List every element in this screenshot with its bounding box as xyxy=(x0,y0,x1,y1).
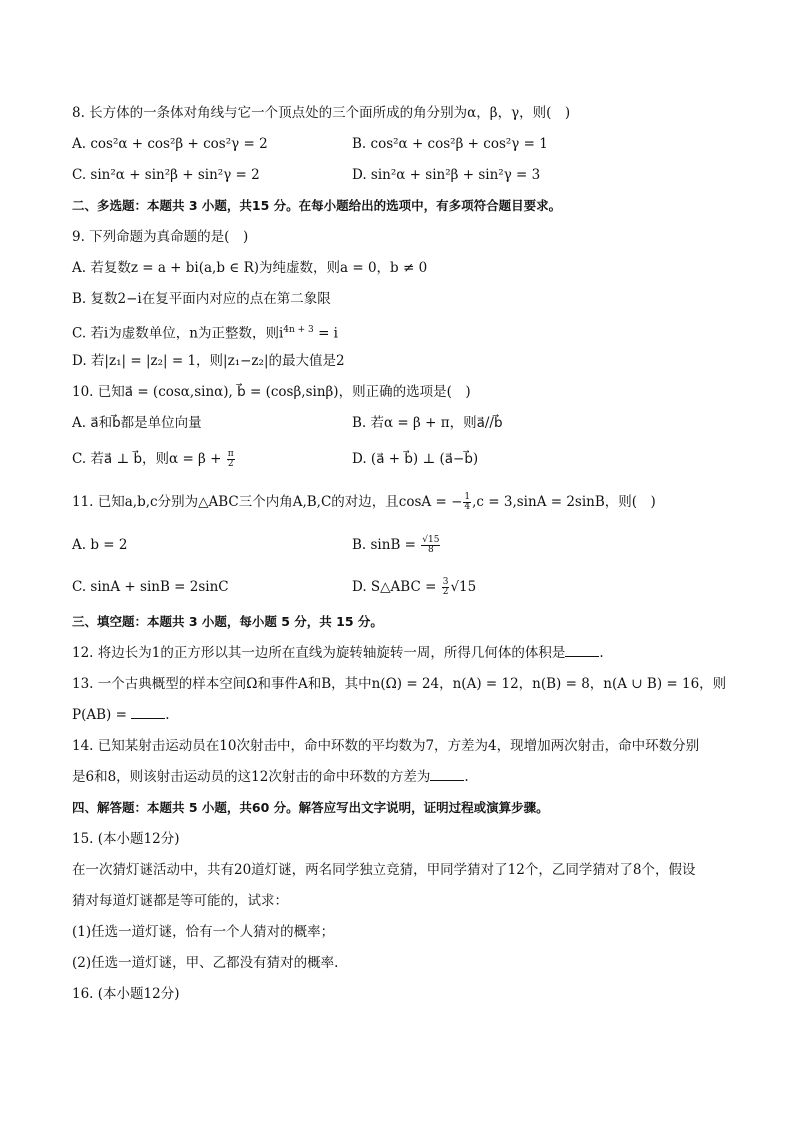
q8-stem: 8. 长方体的一条体对角线与它一个顶点处的三个面所成的角分别为α，β，γ，则( ) xyxy=(72,105,571,121)
q10-option-b: B. 若α = β + π，则a⃗//b⃗ xyxy=(352,415,503,431)
q14-line2 xyxy=(72,767,469,787)
fraction-denominator: 8 xyxy=(427,545,434,555)
q13-period: . xyxy=(165,707,170,723)
q12-text: 12. 将边长为1的正方形以其一边所在直线为旋转轴旋转一周，所得几何体的体积是 xyxy=(72,645,566,661)
q13-line2 xyxy=(72,705,169,725)
q11-option-b xyxy=(352,535,441,555)
q11-option-a: A. b = 2 xyxy=(72,537,128,553)
q9-stem: 9. 下列命题为真命题的是( ) xyxy=(72,229,249,245)
q10-option-d: D. (a⃗ + b⃗) ⊥ (a⃗−b⃗) xyxy=(352,451,479,467)
q10-option-c-text: C. 若a⃗ ⊥ b⃗，则α = β + xyxy=(72,451,226,467)
q11-stem-tail: ,c = 3,sinA = 2sinB，则( ) xyxy=(472,494,656,510)
q14-period: . xyxy=(464,769,469,785)
q15-part2: (2)任选一道灯谜，甲、乙都没有猜对的概率. xyxy=(72,955,339,971)
q10-option-a: A. a⃗和b⃗都是单位向量 xyxy=(72,415,202,431)
q10-option-c xyxy=(72,449,236,469)
fraction-numerator: π xyxy=(227,449,234,459)
fraction-numerator: 3 xyxy=(442,577,449,587)
q15-body-line1: 在一次猜灯谜活动中，共有20道灯谜，两名同学独立竞猜，甲同学猜对了12个，乙同学猜对了8个，假设 xyxy=(72,862,696,878)
q11-option-d-tail: √15 xyxy=(450,579,477,595)
q15-part1: (1)任选一道灯谜，恰有一个人猜对的概率； xyxy=(72,924,335,940)
fraction-denominator: 4 xyxy=(464,502,471,512)
q11-option-b-text: B. sinB = xyxy=(352,537,421,553)
q10-option-c-fraction xyxy=(227,450,235,469)
q8-option-a: A. cos²α + cos²β + cos²γ = 2 xyxy=(72,136,268,152)
q15-body-line2: 猜对每道灯谜都是等可能的，试求： xyxy=(72,893,288,909)
q9-option-b: B. 复数2−i在复平面内对应的点在第二象限 xyxy=(72,291,331,307)
q14-line1: 14. 已知某射击运动员在10次射击中，命中环数的平均数为7，方差为4，现增加两次射击，命中环数分别 xyxy=(72,738,700,754)
q10-stem: 10. 已知a⃗ = (cosα,sinα), b⃗ = (cosβ,sinβ)，则正确的选项是( ) xyxy=(72,384,471,400)
q13-line1: 13. 一个古典概型的样本空间Ω和事件A和B，其中n(Ω) = 24，n(A) = 12，n(B) = 8，n(A ∪ B) = 16，则 xyxy=(72,676,727,692)
q14-text: 是6和8，则该射击运动员的这12次射击的命中环数的方差为 xyxy=(72,769,431,785)
q8-option-d: D. sin²α + sin²β + sin²γ = 3 xyxy=(352,167,541,183)
section-multiple-choice-heading: 二、多选题：本题共 3 小题，共15 分。在每小题给出的选项中，有多项符合题目要求。 xyxy=(72,198,562,213)
q11-stem-text: 11. 已知a,b,c分别为△ABC三个内角A,B,C的对边，且cosA = − xyxy=(72,494,463,510)
q9-option-c-tail: = i xyxy=(313,325,338,342)
section-fill-in-heading: 三、填空题：本题共 3 小题，每小题 5 分，共 15 分。 xyxy=(72,614,383,629)
answer-blank xyxy=(430,768,464,781)
fraction-denominator: 2 xyxy=(442,587,449,597)
q12-period: . xyxy=(599,645,604,661)
q9-option-c xyxy=(72,320,338,344)
q11-option-d-text: D. S△ABC = xyxy=(352,579,441,595)
q9-option-a: A. 若复数z = a + bi(a,b ∈ R)为纯虚数，则a = 0，b ≠ 0 xyxy=(72,260,428,276)
q8-option-c: C. sin²α + sin²β + sin²γ = 2 xyxy=(72,167,260,183)
q16-head: 16. (本小题12分) xyxy=(72,986,180,1002)
fraction-numerator: √15 xyxy=(422,535,440,545)
q11-option-c: C. sinA + sinB = 2sinC xyxy=(72,579,229,595)
q11-option-d xyxy=(352,577,476,597)
q15-head: 15. (本小题12分) xyxy=(72,831,180,847)
q9-option-c-text: C. 若i为虚数单位，n为正整数，则i xyxy=(72,325,284,342)
q11-option-d-fraction xyxy=(442,578,450,597)
q8-option-b: B. cos²α + cos²β + cos²γ = 1 xyxy=(352,136,548,152)
q11-stem xyxy=(72,492,656,512)
q11-stem-fraction xyxy=(463,493,471,512)
q13-text: P(AB) = xyxy=(72,707,132,723)
q9-option-d: D. 若|z₁| = |z₂| = 1，则|z₁−z₂|的最大值是2 xyxy=(72,353,345,369)
q12 xyxy=(72,643,604,663)
answer-blank xyxy=(565,644,599,657)
answer-blank xyxy=(131,706,165,719)
section-solution-heading: 四、解答题：本题共 5 小题，共60 分。解答应写出文字说明，证明过程或演算步骤。 xyxy=(72,800,549,815)
fraction-numerator: 1 xyxy=(464,492,471,502)
q9-option-c-exponent: 4n + 3 xyxy=(283,325,314,335)
fraction-denominator: 2 xyxy=(227,459,234,469)
q11-option-b-fraction xyxy=(421,536,440,555)
